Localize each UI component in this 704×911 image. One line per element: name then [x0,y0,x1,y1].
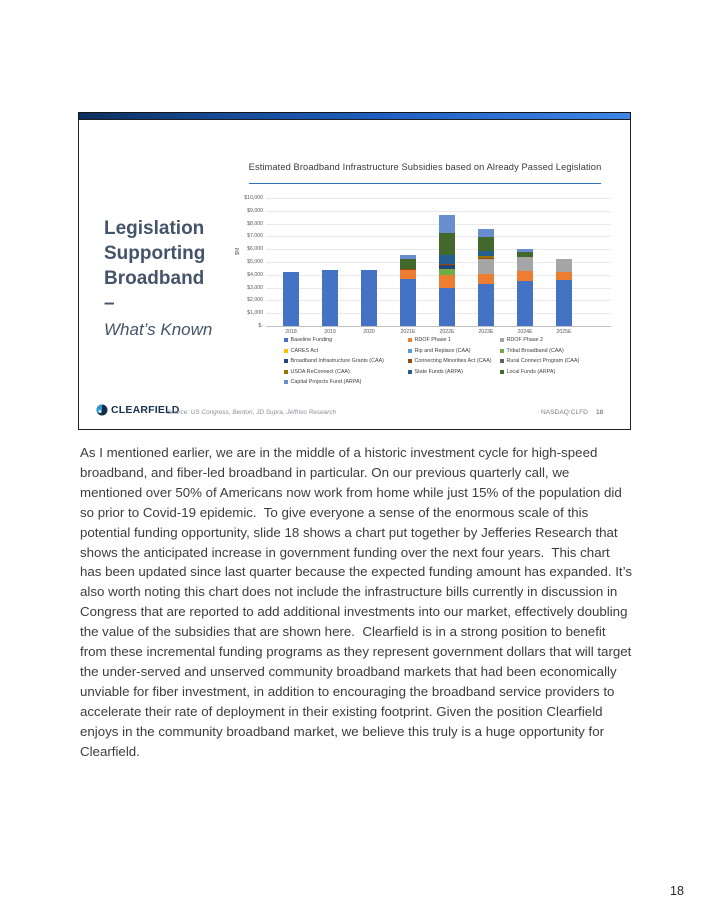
slide-accent-bar [78,112,631,119]
legend-item [500,347,630,355]
page-number: 18 [670,884,684,898]
chart-title-rule [249,183,601,184]
y-tick-label: $8,000 [247,220,263,227]
slide-body [78,119,631,430]
legend-item [500,336,630,344]
legend-label: Baseline Funding [290,337,333,343]
x-tick-label: 2021E [400,329,416,335]
legend-label: Connecting Minorities Act (CAA) [414,358,492,364]
legend-swatch [284,380,288,384]
bar-segment [361,270,377,326]
legend-swatch [500,359,504,363]
x-tick-label: 2023E [478,329,494,335]
x-tick-label: 2020 [363,329,375,335]
legend-item [284,378,408,386]
legend-swatch [284,370,288,374]
legend-swatch [284,338,288,342]
slide-page-number: 18 [596,409,604,416]
legend-label: State Funds (ARPA) [414,368,463,375]
y-tick-label: $1,000 [247,310,263,317]
legend-label: Tribal Broadband (CAA) [506,347,564,354]
bar-segment [517,271,533,281]
bar-segment [283,272,299,326]
y-tick-label: $10,000 [244,195,263,201]
legend-item [284,336,408,344]
legend-label: Local Funds (ARPA) [506,368,556,375]
bar-segment [478,229,494,237]
legend-item [284,347,408,355]
stacked-bar [400,255,416,326]
x-tick-label: 2022E [439,329,455,335]
y-tick-label: $5,000 [247,259,263,265]
legend-item [500,368,630,376]
legend-swatch [408,338,412,342]
bar-segment [517,257,533,271]
legend-swatch [284,359,288,363]
bar-segment [439,288,455,326]
y-tick-label: $9,000 [247,207,263,214]
legend-label: Broadband Infrastructure Grants (CAA) [290,358,384,364]
legend-label: RDOF Phase 2 [506,337,544,343]
legend-swatch [408,349,412,353]
legend-item [284,368,408,376]
bar-segment [400,259,416,269]
bar-segment [556,272,572,280]
slide-title-main: Legislation Supporting Broadband – [104,218,206,314]
bar-segment [556,259,572,272]
stacked-bar [439,215,455,326]
y-tick-label: $3,000 [247,284,263,291]
legend-label: Rip and Replace (CAA) [414,347,471,354]
legend-label: USDA ReConnect (CAA) [290,368,350,375]
legend-label: RDOF Phase 1 [414,337,452,343]
stacked-bar [361,270,377,326]
legend-swatch [284,349,288,353]
x-tick-label: 2024E [517,329,533,335]
y-tick-label: $4,000 [247,271,263,278]
legend-swatch [500,338,504,342]
legend-item [408,347,500,355]
bar-segment [400,270,416,278]
bar-segment [400,279,416,326]
stacked-bar [556,259,572,326]
bar-segment [556,280,572,326]
bar-segment [439,255,455,264]
slide-source-note: Source: US Congress, Benton, JD Supra, Jeffries Research [167,409,337,416]
y-tick-label: $2,000 [247,297,263,304]
legend-swatch [408,370,412,374]
embedded-slide [78,112,631,430]
stacked-bar [283,272,299,326]
x-tick-label: 2018 [285,329,297,335]
y-tick-label: $6,000 [247,246,263,253]
legend-label: CARES Act [290,347,319,354]
legend-item [500,357,630,365]
clearfield-logo-icon [96,404,108,416]
y-tick-label: $7,000 [247,233,263,240]
chart-gridline [266,326,611,327]
legend-label: Capital Projects Fund (ARPA) [290,379,362,385]
legend-swatch [500,349,504,353]
slide-ticker: NASDAQ:CLFD [541,409,588,416]
legend-swatch [408,359,412,363]
bar-segment [478,259,494,273]
stacked-bar [478,229,494,326]
chart-title: Estimated Broadband Infrastructure Subsidies based on Already Passed Legislation [248,162,602,172]
chart-y-axis-label: $M [235,247,241,255]
x-tick-label: 2019 [324,329,336,335]
bar-segment [478,284,494,326]
bar-segment [439,275,455,288]
chart-legend [284,336,630,386]
slide-title-sub: What’s Known [104,320,213,339]
chart-gridline [266,198,611,199]
chart-gridline [266,211,611,212]
stacked-bar [517,249,533,326]
x-tick-label: 2025E [556,329,572,335]
legend-item [408,357,500,365]
legend-item [284,357,408,365]
slide-title [104,216,220,342]
bar-segment [478,274,494,284]
legend-label: Rural Connect Program (CAA) [506,358,580,364]
bar-segment [517,281,533,326]
legend-item [408,368,500,376]
clearfield-logo-text: CLEARFIELD [111,404,180,416]
chart-plot [244,195,611,335]
transcript-paragraph: As I mentioned earlier, we are in the middle of a historic investment cycle for high-speed broadband, and fiber-led broadband in particular. On our previous quarterly call, we mentioned over 50% of Americans now work from home while just 15% of the population did so prior to Covid-19 epidemic. To give everyone a sense of the enormous scale of this potential funding opportunity, slide 18 shows a chart put together by Jefferies Research that shows the anticipated increase in government funding over the next four years. This chart has been updated since last quarter because the expected funding amount has expanded. It’s also worth noting this chart does not include the infrastructure bills currently in discussion in Congress that are reported to add additional investments into our market, effectively doubling the value of the subsidies that are shown here. Clearfield is in a strong position to benefit from these incremental funding programs as they represent government dollars that will target the under-served and unserved community broadband markets that had been economically unviable for fiber investment, in addition to encouraging the broadband service providers to accelerate their rate of deployment in their existing footprint. Given the position Clearfield enjoys in the community broadband market, we believe this truly is a huge opportunity for Clearfield. [80,445,636,759]
stacked-bar [322,270,338,326]
legend-item [408,336,500,344]
bar-segment [322,270,338,326]
bar-segment [439,233,455,255]
bar-segment [478,237,494,251]
bar-segment [439,215,455,232]
y-tick-label: $- [258,323,263,329]
legend-swatch [500,370,504,374]
